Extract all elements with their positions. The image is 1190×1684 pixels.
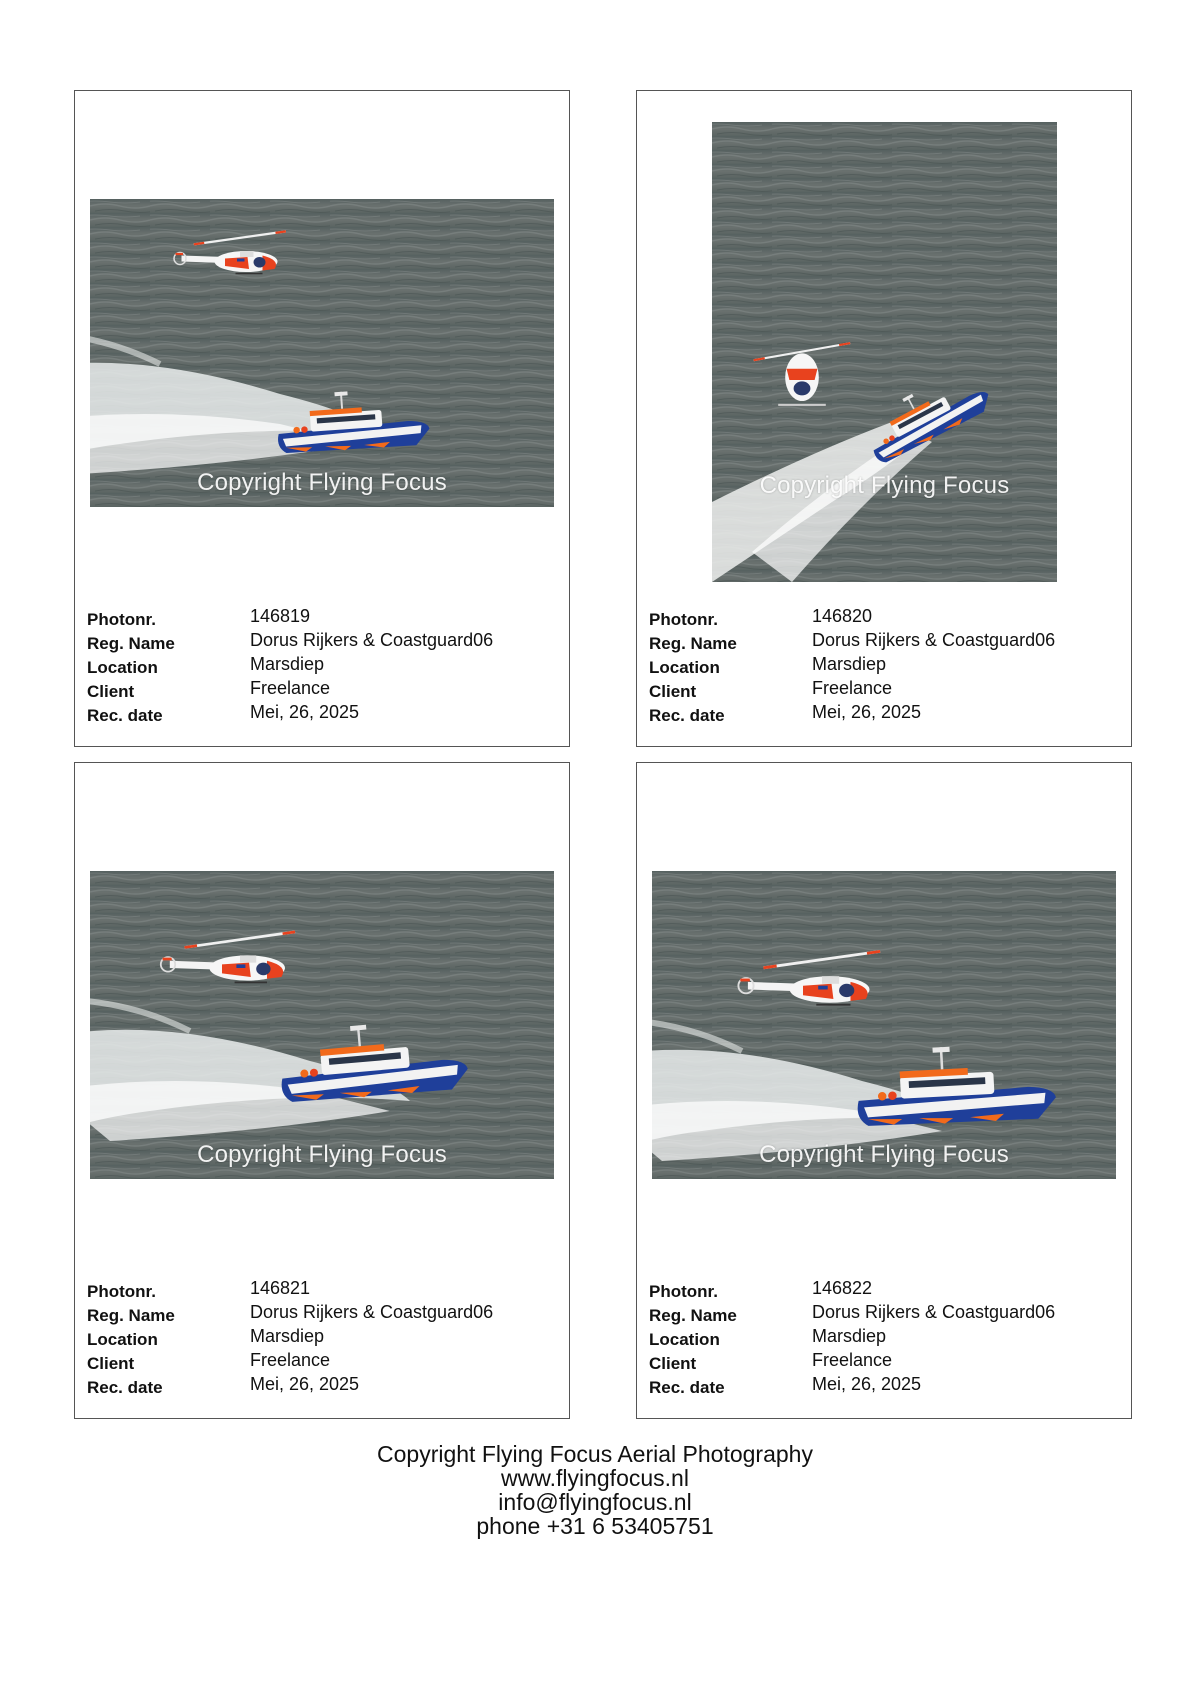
meta-value: Freelance [250,1350,331,1370]
meta-value: Mei, 26, 2025 [812,702,922,722]
photo-card [636,90,1132,747]
footer-copyright: Copyright Flying Focus Aerial Photography [377,1441,813,1467]
meta-value: Mei, 26, 2025 [812,1374,922,1394]
photo-thumbnail[interactable] [652,871,1116,1179]
meta-value: Freelance [250,678,331,698]
meta-row-client [649,1350,1119,1374]
photo-thumbnail[interactable] [712,122,1057,582]
meta-label: Location [87,1330,158,1349]
footer-email-link[interactable]: info@flyingfocus.nl [498,1489,692,1515]
meta-label: Reg. Name [87,1306,175,1325]
meta-label: Photonr. [649,610,718,629]
meta-row-photonr [649,1278,1119,1302]
meta-label: Client [87,1354,135,1373]
photo-card [74,90,570,747]
meta-value: Dorus Rijkers & Coastguard06 [250,1302,494,1322]
photo-metadata [649,1278,1119,1398]
photo-thumbnail[interactable] [90,871,554,1179]
meta-value: Freelance [812,678,893,698]
meta-label: Rec. date [87,706,163,725]
photo-metadata [649,606,1119,726]
meta-value: 146821 [250,1278,311,1298]
meta-row-client [87,678,557,702]
meta-label: Photonr. [87,1282,156,1301]
meta-label: Location [649,658,720,677]
meta-label: Reg. Name [649,1306,737,1325]
meta-row-reg-name [649,630,1119,654]
meta-label: Location [87,658,158,677]
meta-row-location [87,654,557,678]
meta-row-rec-date [87,1374,557,1398]
meta-row-rec-date [649,1374,1119,1398]
meta-value: 146820 [812,606,873,626]
meta-value: Marsdiep [812,654,887,674]
photo-metadata [87,1278,557,1398]
meta-row-location [87,1326,557,1350]
meta-row-photonr [87,606,557,630]
meta-row-rec-date [87,702,557,726]
meta-label: Rec. date [649,1378,725,1397]
copyright-watermark: Copyright Flying Focus [759,1141,1009,1168]
photo-thumbnail[interactable] [90,199,554,507]
meta-row-location [649,1326,1119,1350]
meta-row-rec-date [649,702,1119,726]
meta-value: Marsdiep [250,1326,325,1346]
copyright-watermark: Copyright Flying Focus [197,1141,447,1168]
meta-label: Client [649,682,697,701]
meta-value: Dorus Rijkers & Coastguard06 [812,630,1056,650]
photo-image [90,871,554,1179]
meta-label: Client [87,682,135,701]
meta-label: Location [649,1330,720,1349]
copyright-watermark: Copyright Flying Focus [759,472,1010,499]
meta-label: Reg. Name [649,634,737,653]
meta-value: Freelance [812,1350,893,1370]
meta-row-reg-name [649,1302,1119,1326]
photo-image [652,871,1116,1179]
meta-value: Dorus Rijkers & Coastguard06 [250,630,494,650]
meta-value: Dorus Rijkers & Coastguard06 [812,1302,1056,1322]
photo-card [74,762,570,1419]
photo-card [636,762,1132,1419]
footer-website-link[interactable]: www.flyingfocus.nl [501,1465,689,1491]
meta-row-client [87,1350,557,1374]
contact-footer [0,1442,1190,1538]
meta-value: 146822 [812,1278,873,1298]
meta-row-location [649,654,1119,678]
meta-value: Mei, 26, 2025 [250,702,360,722]
meta-row-reg-name [87,630,557,654]
meta-label: Rec. date [649,706,725,725]
meta-row-client [649,678,1119,702]
meta-value: Marsdiep [250,654,325,674]
photo-image [90,199,554,507]
meta-label: Photonr. [649,1282,718,1301]
footer-phone: phone +31 6 53405751 [476,1513,714,1539]
meta-label: Rec. date [87,1378,163,1397]
meta-value: Marsdiep [812,1326,887,1346]
meta-row-photonr [649,606,1119,630]
meta-label: Client [649,1354,697,1373]
copyright-watermark: Copyright Flying Focus [197,469,447,496]
meta-row-photonr [87,1278,557,1302]
meta-label: Reg. Name [87,634,175,653]
meta-value: 146819 [250,606,311,626]
meta-value: Mei, 26, 2025 [250,1374,360,1394]
meta-label: Photonr. [87,610,156,629]
meta-row-reg-name [87,1302,557,1326]
photo-metadata [87,606,557,726]
photo-image [712,122,1057,582]
